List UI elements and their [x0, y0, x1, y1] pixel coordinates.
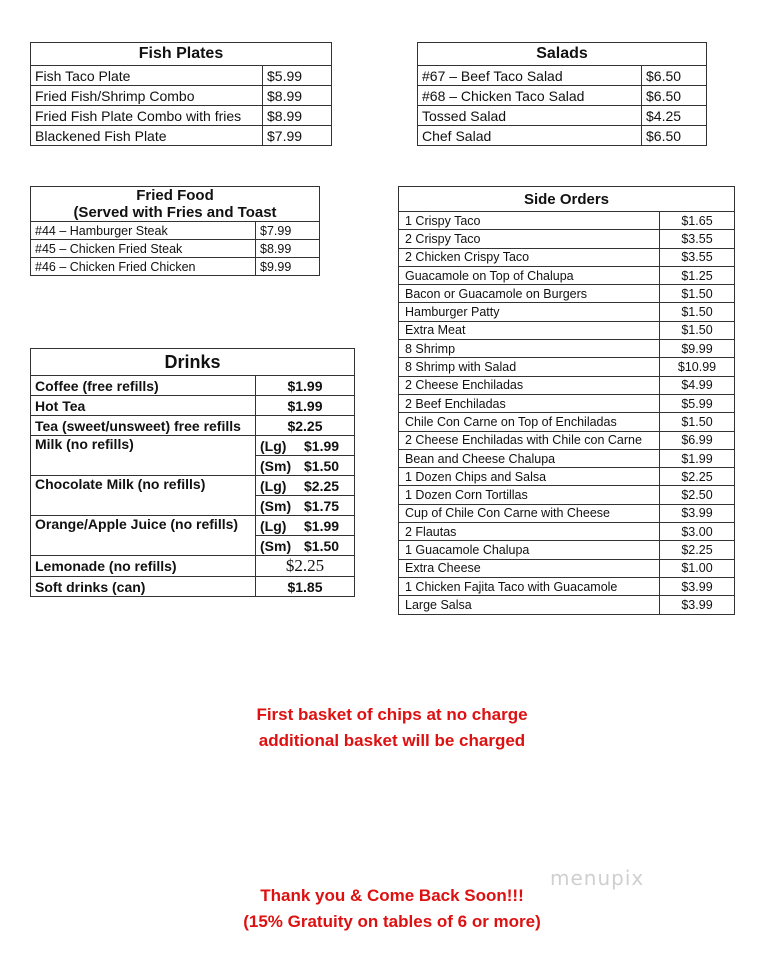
table-row: #44 – Hamburger Steak $7.99 — [31, 222, 320, 240]
table-row: 2 Crispy Taco $3.55 — [399, 230, 735, 248]
drinks-table — [30, 348, 355, 597]
fried-food-header — [31, 187, 320, 222]
thanks-note: Thank you & Come Back Soon!!! (15% Gratuity on tables of 6 or more) — [243, 886, 541, 931]
table-row: #45 – Chicken Fried Steak $8.99 — [31, 240, 320, 258]
table-row: 1 Dozen Corn Tortillas $2.50 — [399, 486, 735, 504]
table-row: #68 – Chicken Taco Salad $6.50 — [418, 86, 707, 106]
table-row: Chocolate Milk (no refills) (Lg) $2.25 — [31, 476, 355, 496]
table-row: (Sm) $1.50 — [31, 456, 355, 476]
table-row: 2 Cheese Enchiladas with Chile con Carne $6.99 — [399, 431, 735, 449]
fried-food-subtitle: (Served with Fries and Toast — [73, 204, 277, 221]
table-row: Hot Tea $1.99 — [31, 396, 355, 416]
table-row: Coffee (free refills) $1.99 — [31, 376, 355, 396]
table-row: #46 – Chicken Fried Chicken $9.99 — [31, 258, 320, 276]
table-row: Extra Meat $1.50 — [399, 321, 735, 339]
salads-title: Salads — [418, 43, 707, 66]
table-row: Guacamole on Top of Chalupa $1.25 — [399, 266, 735, 284]
table-row: Fried Fish/Shrimp Combo $8.99 — [31, 86, 332, 106]
table-row: Tossed Salad $4.25 — [418, 106, 707, 126]
table-row: Blackened Fish Plate $7.99 — [31, 126, 332, 146]
table-row: Large Salsa $3.99 — [399, 596, 735, 614]
table-row: (Sm) $1.75 — [31, 496, 355, 516]
table-row: Fried Fish Plate Combo with fries $8.99 — [31, 106, 332, 126]
table-row: Hamburger Patty $1.50 — [399, 303, 735, 321]
table-row: Cup of Chile Con Carne with Cheese $3.99 — [399, 504, 735, 522]
table-row: Tea (sweet/unsweet) free refills $2.25 — [31, 416, 355, 436]
table-row: Bean and Cheese Chalupa $1.99 — [399, 449, 735, 467]
table-row: 1 Chicken Fajita Taco with Guacamole $3.99 — [399, 577, 735, 595]
table-row: Soft drinks (can) $1.85 — [31, 577, 355, 597]
side-orders-table — [398, 186, 735, 615]
table-row: #67 – Beef Taco Salad $6.50 — [418, 66, 707, 86]
fish-plates-title: Fish Plates — [31, 43, 332, 66]
salads-table — [417, 42, 707, 146]
fish-plates-table — [30, 42, 332, 146]
chips-note: First basket of chips at no charge additional basket will be charged — [256, 705, 528, 750]
table-row: 2 Chicken Crispy Taco $3.55 — [399, 248, 735, 266]
table-row: 2 Beef Enchiladas $5.99 — [399, 394, 735, 412]
table-row: Orange/Apple Juice (no refills) (Lg) $1.99 — [31, 516, 355, 536]
side-orders-title: Side Orders — [399, 187, 735, 212]
table-row: Bacon or Guacamole on Burgers $1.50 — [399, 285, 735, 303]
table-row: Milk (no refills) (Lg) $1.99 — [31, 436, 355, 456]
table-row: Fish Taco Plate $5.99 — [31, 66, 332, 86]
table-row: 1 Crispy Taco $1.65 — [399, 212, 735, 230]
table-row: Chile Con Carne on Top of Enchiladas $1.50 — [399, 413, 735, 431]
table-row: 2 Cheese Enchiladas $4.99 — [399, 376, 735, 394]
table-row: 1 Dozen Chips and Salsa $2.25 — [399, 468, 735, 486]
table-row: 2 Flautas $3.00 — [399, 523, 735, 541]
table-row: 1 Guacamole Chalupa $2.25 — [399, 541, 735, 559]
table-row: Extra Cheese $1.00 — [399, 559, 735, 577]
fried-food-title: Fried Food — [136, 187, 214, 204]
side-orders-body — [399, 212, 735, 615]
table-row: 8 Shrimp with Salad $10.99 — [399, 358, 735, 376]
watermark: menupix — [550, 866, 645, 890]
table-row: (Sm) $1.50 — [31, 536, 355, 556]
table-row: 8 Shrimp $9.99 — [399, 340, 735, 358]
fried-food-table — [30, 186, 320, 276]
table-row: Lemonade (no refills) $2.25 — [31, 556, 355, 577]
drinks-title: Drinks — [31, 349, 355, 376]
table-row: Chef Salad $6.50 — [418, 126, 707, 146]
